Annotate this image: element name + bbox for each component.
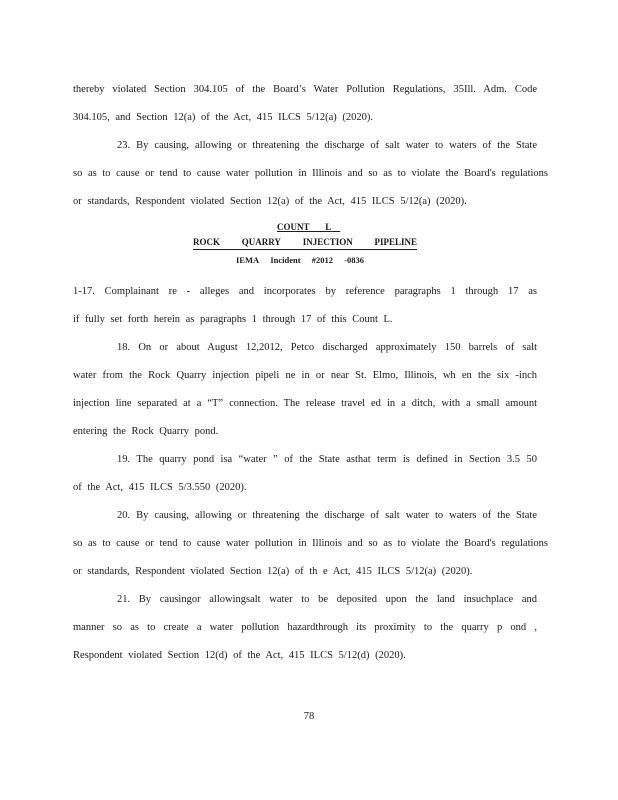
text-line: so as to cause or tend to cause water pollution in Illinois and so as to violate the Board's regulations [73,538,549,549]
text-line: 1-17. Complainant re - alleges and incorporates by reference paragraphs 1 through 17 as [73,286,537,297]
count-title-row [193,237,417,250]
count-title-word: PIPELINE [374,237,417,247]
count-heading [277,222,340,233]
text-line: 23. By causing, allowing or threatening the discharge of salt water to waters of the State [117,140,537,151]
text-line: entering the Rock Quarry pond. [73,426,219,437]
text-line: water from the Rock Quarry injection pipeli ne in or near St. Elmo, Illinois, wh en the six -inch [73,370,537,381]
text-line: injection line separated at a “T” connection. The release travel ed in a ditch, with a small amount [73,398,537,409]
text-line: Respondent violated Section 12(d) of the Act, 415 ILCS 5/12(d) (2020). [73,650,406,661]
page-number: 78 [303,711,315,722]
count-title-word: INJECTION [302,237,353,247]
text-line: 18. On or about August 12,2012, Petco discharged approximately 150 barrels of salt [117,342,537,353]
text-line: manner so as to create a water pollution hazardthrough its proximity to the quarry p ond , [73,622,537,633]
count-word: COUNT [277,222,310,232]
text-line: of the Act, 415 ILCS 5/3.550 (2020). [73,482,247,493]
count-number: L [325,222,332,232]
text-line: or standards, Respondent violated Section 12(a) of th e Act, 415 ILCS 5/12(a) (2020). [73,566,473,577]
text-line: 20. By causing, allowing or threatening the discharge of salt water to waters of the State [117,510,537,521]
text-line: thereby violated Section 304.105 of the Board’s Water Pollution Regulations, 35Ill. Adm. Code [73,84,537,95]
text-line: or standards, Respondent violated Section 12(a) of the Act, 415 ILCS 5/12(a) (2020). [73,196,467,207]
count-title-word: ROCK [193,237,220,247]
text-line: 21. By causingor allowingsalt water to be deposited upon the land insuchplace and [117,594,537,605]
incident-word: Incident [270,255,301,265]
text-line: so as to cause or tend to cause water pollution in Illinois and so as to violate the Board's regulations [73,168,549,179]
incident-word: IEMA [236,255,260,265]
count-title-word: QUARRY [241,237,281,247]
incident-word: #2012 [311,255,333,265]
incident-word: -0836 [344,255,364,265]
text-line: 19. The quarry pond isa “water ” of the State asthat term is defined in Section 3.5 50 [117,454,537,465]
incident-row [236,255,364,266]
text-line: 304.105, and Section 12(a) of the Act, 415 ILCS 5/12(a) (2020). [73,112,374,123]
text-line: if fully set forth herein as paragraphs 1 through 17 of this Count L. [73,314,393,325]
